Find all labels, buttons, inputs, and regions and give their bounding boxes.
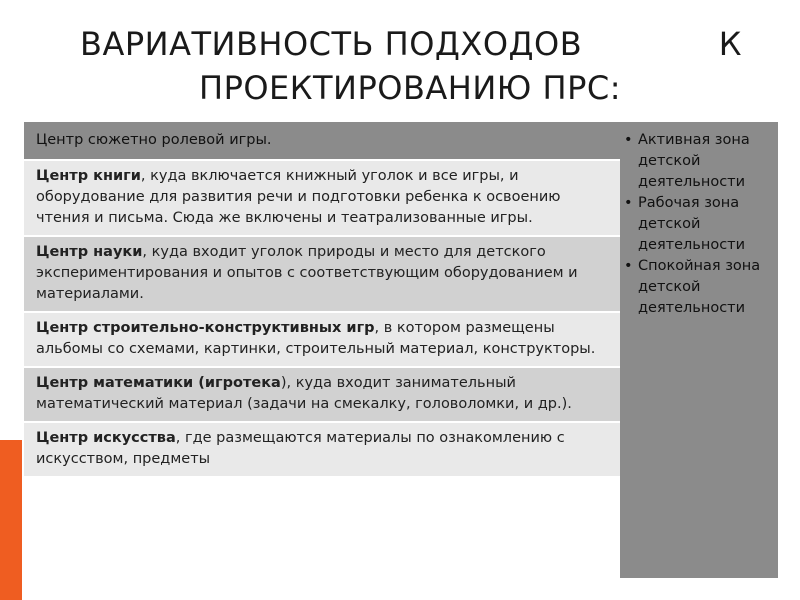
bullet-icon: •	[624, 195, 633, 211]
center-description: , в котором размещены альбомы со схемами, картинки, строительный материал, конструкторы.	[36, 320, 596, 357]
zone-item-label: Спокойная зона детской деятельности	[638, 258, 761, 316]
bullet-icon: •	[624, 132, 633, 148]
zone-item-label: Рабочая зона детской деятельности	[638, 195, 746, 253]
zones-list	[624, 130, 772, 319]
table-cell	[24, 160, 620, 236]
center-description: , где размещаются материалы по ознакомлению с искусством, предметы	[36, 430, 565, 467]
slide-title-line-1	[60, 22, 760, 66]
center-description: , куда входит уголок природы и место для детского экспериментирования и опытов с соответствующим оборудованием и материалами.	[36, 244, 578, 302]
table-header-row	[24, 122, 620, 160]
zone-item-label: Активная зона детской деятельности	[638, 132, 750, 190]
zone-item-working	[624, 193, 772, 256]
table-row	[24, 422, 620, 477]
table-row	[24, 367, 620, 422]
slide-title	[60, 22, 760, 110]
zones-panel	[620, 122, 778, 578]
table-row	[24, 312, 620, 367]
table-cell	[24, 422, 620, 477]
table-cell	[24, 312, 620, 367]
zone-item-active	[624, 130, 772, 193]
center-name: Центр науки	[36, 244, 143, 260]
center-name: Центр строительно-конструктивных игр	[36, 320, 375, 336]
table-row	[24, 160, 620, 236]
accent-bar	[0, 440, 22, 600]
zone-item-calm	[624, 256, 772, 319]
center-description: , куда включается книжный уголок и все игры, и оборудование для развития речи и подготовки ребенка к освоению чтения и письма. Сюда же включены и театрализованные игры.	[36, 168, 561, 226]
center-name: Центр искусства	[36, 430, 176, 446]
bullet-icon: •	[624, 258, 633, 274]
centers-table	[24, 122, 620, 478]
table-header-cell	[24, 122, 620, 160]
table-cell	[24, 236, 620, 312]
table-cell	[24, 367, 620, 422]
slide-title-part-2: К	[718, 25, 742, 63]
slide-title-part-1: ВАРИАТИВНОСТЬ ПОДХОДОВ	[80, 25, 583, 63]
table-row	[24, 236, 620, 312]
table-header-text: Центр сюжетно ролевой игры.	[36, 132, 272, 148]
slide-title-line-2: ПРОЕКТИРОВАНИЮ ПРС:	[199, 69, 621, 107]
center-description: ), куда входит занимательный математический материал (задачи на смекалку, головоломки, и др.).	[36, 375, 572, 412]
center-name: Центр математики (игротека	[36, 375, 281, 391]
center-name: Центр книги	[36, 168, 141, 184]
